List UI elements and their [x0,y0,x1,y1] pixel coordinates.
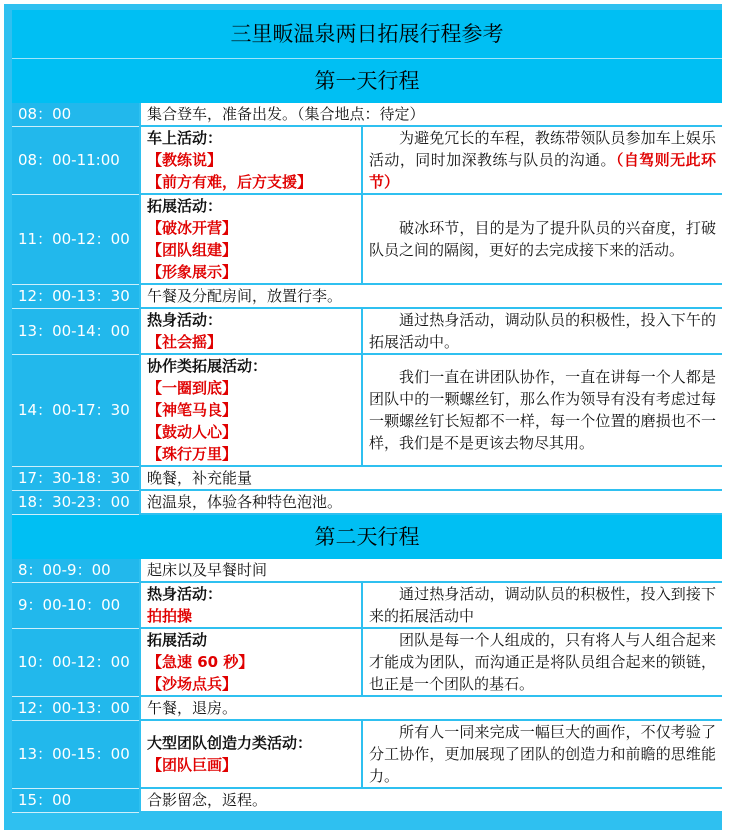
schedule-row [12,720,722,788]
activity-item: 【急速 60 秒】 [147,653,254,671]
activity-heading: 热身活动： [147,311,223,329]
description-body: 通过热身活动，调动队员的积极性，投入下午的拓展活动中。 [369,311,716,351]
time-cell: 15：00 [12,788,140,812]
activity-cell [140,354,362,466]
itinerary-table [12,10,722,813]
description-text [369,127,716,193]
schedule-row [12,354,722,466]
activity-item: 【鼓动人心】 [147,423,238,441]
day-header-row [12,59,722,104]
activity-item: 【形象展示】 [147,263,238,281]
description-cell [362,126,722,194]
activity-item: 【一圈到底】 [147,379,238,397]
time-cell: 8：00-9：00 [12,559,140,582]
activity-item: 【团队组建】 [147,241,238,259]
schedule-row [12,103,722,126]
time-cell: 18：30-23：00 [12,490,140,514]
activity-item: 【团队巨画】 [147,756,238,774]
schedule-row [12,490,722,514]
activity-item: 【前方有难，后方支援】 [147,173,313,191]
description-text [369,366,716,454]
description-cell [362,194,722,284]
schedule-row [12,308,722,354]
activity-heading: 大型团队创造力类活动： [147,734,313,752]
schedule-row [12,559,722,582]
time-cell: 08：00-11:00 [12,126,140,194]
activity-item: 【神笔马良】 [147,401,238,419]
activity-item: 【沙场点兵】 [147,675,238,693]
day-title: 第一天行程 [12,59,722,104]
activity-text: 合影留念，返程。 [140,788,722,812]
activity-item: 【教练说】 [147,151,223,169]
description-text [369,309,716,353]
description-cell [362,308,722,354]
activity-text: 晚餐，补充能量 [140,466,722,490]
activity-item: 【社会摇】 [147,333,223,351]
time-cell: 13：00-15：00 [12,720,140,788]
activity-item: 拍拍操 [147,607,193,625]
activity-item: 【破冰开营】 [147,219,238,237]
description-body: 团队是每一个人组成的，只有将人与人组合起来才能成为团队，而沟通正是将队员组合起来的锁链，也正是一个团队的基石。 [369,631,716,693]
time-cell: 08：00 [12,103,140,126]
description-text [369,629,716,695]
time-cell: 9：00-10：00 [12,582,140,628]
activity-item: 【珠行万里】 [147,445,238,463]
schedule-row [12,788,722,812]
activity-cell [140,194,362,284]
description-note: （自驾则无此环节） [369,151,716,191]
description-body: 破冰环节，目的是为了提升队员的兴奋度，打破队员之间的隔阂，更好的去完成接下来的活动。 [369,219,716,259]
description-cell [362,582,722,628]
description-body: 我们一直在讲团队协作，一直在讲每一个人都是团队中的一颗螺丝钉，那么作为领导有没有考虑过每一颗螺丝钉长短都不一样，每一个位置的磨损也不一样，我们是不是更该去物尽其用。 [369,368,716,452]
description-body: 为避免冗长的车程，教练带领队员参加车上娱乐活动，同时加深教练与队员的沟通。 [369,129,716,169]
time-cell: 12：00-13：30 [12,284,140,308]
schedule-row [12,126,722,194]
description-text [369,583,716,627]
activity-heading: 协作类拓展活动： [147,357,268,375]
activity-cell [140,720,362,788]
time-cell: 17：30-18：30 [12,466,140,490]
activity-cell [140,308,362,354]
description-body: 所有人一同来完成一幅巨大的画作，不仅考验了分工协作，更加展现了团队的创造力和前瞻的思维能力。 [369,723,716,785]
schedule-row [12,628,722,696]
schedule-row [12,466,722,490]
day-header-row [12,514,722,559]
schedule-row [12,582,722,628]
schedule-row [12,696,722,720]
time-cell: 14：00-17：30 [12,354,140,466]
schedule-row [12,194,722,284]
activity-cell [140,582,362,628]
activity-heading: 拓展活动 [147,631,208,649]
time-cell: 10：00-12：00 [12,628,140,696]
activity-cell [140,628,362,696]
schedule-row [12,284,722,308]
activity-text: 起床以及早餐时间 [140,559,722,582]
description-cell [362,354,722,466]
schedule-frame [4,4,722,830]
activity-text: 集合登车，准备出发。（集合地点：待定） [140,103,722,126]
activity-heading: 热身活动： [147,585,223,603]
description-text [369,217,716,261]
title-row [12,10,722,59]
activity-text: 泡温泉，体验各种特色泡池。 [140,490,722,514]
activity-heading: 车上活动： [147,129,223,147]
time-cell: 13：00-14：00 [12,308,140,354]
description-text [369,721,716,787]
activity-cell [140,126,362,194]
description-body: 通过热身活动，调动队员的积极性，投入到接下来的拓展活动中 [369,585,716,625]
activity-text: 午餐，退房。 [140,696,722,720]
day-title: 第二天行程 [12,514,722,559]
time-cell: 12：00-13：00 [12,696,140,720]
description-cell [362,628,722,696]
activity-heading: 拓展活动： [147,197,223,215]
activity-text: 午餐及分配房间，放置行李。 [140,284,722,308]
description-cell [362,720,722,788]
page-title: 三里畈温泉两日拓展行程参考 [12,10,722,59]
time-cell: 11：00-12：00 [12,194,140,284]
